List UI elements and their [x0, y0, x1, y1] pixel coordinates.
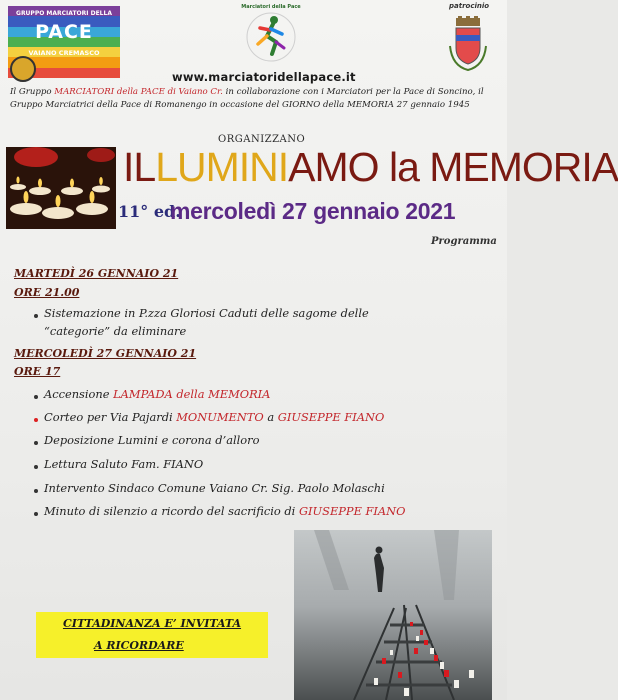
invite-line2: A RICORDARE — [94, 639, 184, 652]
title-part1: IL — [123, 144, 156, 190]
day2-time: ORE 17 — [14, 365, 61, 378]
item-highlight: LAMPADA della MEMORIA — [113, 387, 271, 401]
item-text: Accensione — [44, 387, 114, 401]
schedule-item: Intervento Sindaco Comune Vaiano Cr. Sig. Paolo Molaschi — [44, 481, 385, 495]
item-highlight: GIUSEPPE FIANO — [298, 504, 406, 518]
bullet-icon — [34, 314, 38, 318]
runner-logo — [240, 4, 302, 66]
schedule-item — [44, 504, 405, 518]
invite-line1: CITTADINANZA E’ INVITATA — [62, 617, 242, 630]
item-text: a — [263, 410, 278, 424]
day2-label: MERCOLEDÌ 27 GENNAIO 21 — [14, 347, 197, 360]
invitation-box — [36, 612, 268, 658]
runner-icon — [240, 4, 302, 66]
bullet-icon — [34, 465, 38, 469]
item-highlight: MONUMENTO — [176, 410, 264, 424]
day1-item-line1: Sistemazione in P.zza Gloriosi Caduti delle sagome delle — [44, 306, 369, 320]
item-highlight: GIUSEPPE FIANO — [277, 410, 385, 424]
schedule-item: Lettura Saluto Fam. FIANO — [44, 457, 204, 471]
bullet-icon — [34, 395, 38, 399]
schedule-item — [44, 387, 270, 401]
edition-label: 11° ed. — [118, 202, 181, 221]
medal-icon — [10, 56, 36, 82]
programma-label: Programma — [431, 236, 497, 247]
pace-group-logo — [8, 6, 128, 82]
intro-paragraph — [10, 86, 500, 112]
pace-logo-line1: GRUPPO MARCIATORI DELLA — [16, 10, 112, 17]
pace-logo-line3: VAIANO CREMASCO — [28, 49, 100, 57]
organizzano-label: ORGANIZZANO — [218, 134, 306, 145]
item-text: Corteo per Via Pajardi — [44, 410, 177, 424]
title-part3: AMO la MEMORIA — [288, 144, 618, 190]
candles-image — [6, 147, 116, 229]
day1-item-line2: “categorie” da eliminare — [44, 324, 187, 338]
runner-logo-text: Marciatori della Pace — [241, 4, 301, 10]
intro-org-name: MARCIATORI della PACE di Vaiano Cr. — [54, 87, 223, 97]
schedule-item: Deposizione Lumini e corona d’alloro — [44, 433, 260, 447]
bullet-icon — [34, 512, 38, 516]
item-text: Minuto di silenzio a ricordo del sacrificio di — [44, 504, 299, 518]
event-title — [123, 144, 618, 190]
bullet-icon — [34, 418, 38, 422]
title-part2: LUMINI — [155, 144, 289, 190]
municipal-crest-icon — [446, 16, 490, 74]
day1-time: ORE 21.00 — [14, 286, 80, 299]
schedule-item — [44, 410, 384, 424]
intro-part1: Il Gruppo — [10, 87, 55, 97]
intro-part2: in collaborazione con i Marciatori per la Pace di Soncino, il Gruppo Marciatrici della Pace di Romanengo in occasione del GIORNO della MEMORIA 27 gennaio 1945 — [10, 87, 484, 110]
railway-memorial-photo — [294, 530, 492, 700]
event-date: mercoledì 27 gennaio 2021 — [170, 198, 456, 224]
bullet-icon — [34, 489, 38, 493]
website-url: www.marciatoridellapace.it — [172, 70, 356, 84]
patrocinio-label: patrocinio — [449, 2, 490, 10]
pace-logo-line2: PACE — [35, 21, 93, 43]
day1-label: MARTEDÌ 26 GENNAIO 21 — [14, 267, 179, 280]
bullet-icon — [34, 441, 38, 445]
